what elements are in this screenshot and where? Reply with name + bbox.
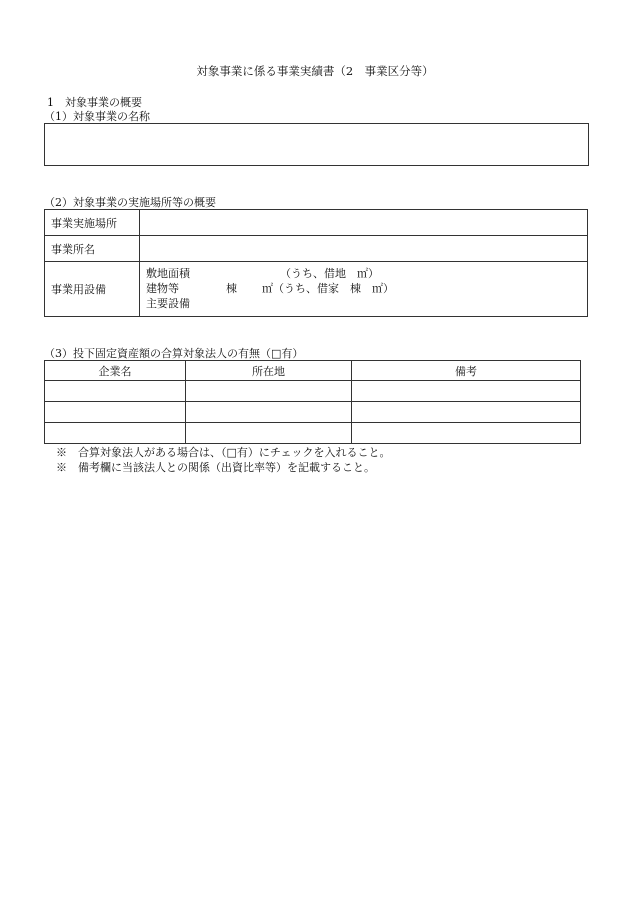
header-company-name: 企業名 xyxy=(45,361,186,381)
building-area-note: ㎡（うち、借家 棟 ㎡） xyxy=(262,281,394,295)
section-heading: 1 対象事業の概要 xyxy=(47,96,142,109)
page-title: 対象事業に係る事業実績書（2 事業区分等） xyxy=(196,64,434,78)
project-name-field[interactable] xyxy=(44,123,589,166)
location-cell[interactable] xyxy=(186,402,352,423)
company-name-cell[interactable] xyxy=(45,381,186,402)
location-value-field[interactable] xyxy=(140,210,588,236)
main-equipment-label: 主要設備 xyxy=(146,296,190,310)
remarks-cell[interactable] xyxy=(352,423,581,444)
location-label: 事業実施場所 xyxy=(45,210,140,236)
building-label: 建物等 xyxy=(146,281,179,295)
site-area-note: （うち、借地 ㎡） xyxy=(280,266,379,280)
subsection-combined-entities: （3）投下固定資産額の合算対象法人の有無（□有） xyxy=(44,347,304,360)
remarks-cell[interactable] xyxy=(352,402,581,423)
office-value-field[interactable] xyxy=(140,236,588,262)
facility-details-cell[interactable] xyxy=(140,262,588,317)
subsection-project-name: （1）対象事業の名称 xyxy=(44,110,150,123)
header-location: 所在地 xyxy=(186,361,352,381)
subsection-location-overview: （2）対象事業の実施場所等の概要 xyxy=(44,196,216,209)
table-row xyxy=(45,423,581,444)
table-row xyxy=(45,402,581,423)
company-name-cell[interactable] xyxy=(45,402,186,423)
header-remarks: 備考 xyxy=(352,361,581,381)
note-checkbox-instruction: ※ 合算対象法人がある場合は、（□有）にチェックを入れること。 xyxy=(56,446,391,459)
office-label: 事業所名 xyxy=(45,236,140,262)
location-cell[interactable] xyxy=(186,381,352,402)
company-name-cell[interactable] xyxy=(45,423,186,444)
combined-entities-table xyxy=(44,360,581,444)
facility-label: 事業用設備 xyxy=(45,262,140,317)
site-area-label: 敷地面積 xyxy=(146,266,190,280)
remarks-cell[interactable] xyxy=(352,381,581,402)
location-table xyxy=(44,209,588,317)
building-count-unit: 棟 xyxy=(226,281,237,295)
note-remarks-instruction: ※ 備考欄に当該法人との関係（出資比率等）を記載すること。 xyxy=(56,461,375,474)
location-cell[interactable] xyxy=(186,423,352,444)
table-row xyxy=(45,381,581,402)
